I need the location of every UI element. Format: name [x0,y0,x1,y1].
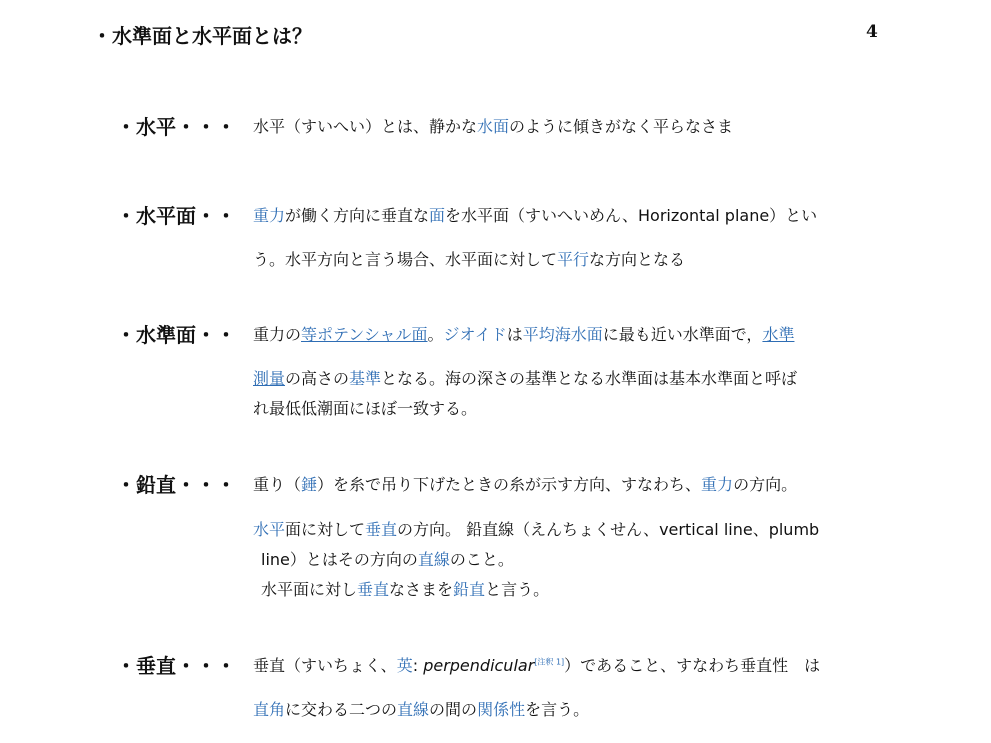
link-suijun[interactable]: 水準 [762,325,795,344]
link-juryoku[interactable]: 重力 [253,206,286,225]
text: 水平面に対し [261,580,358,599]
link-men[interactable]: 面 [429,206,446,225]
text: の高さの [285,369,350,388]
text: 水平（すいへい）とは、静かな [253,117,478,136]
link-chokkaku[interactable]: 直角 [253,700,286,719]
text: が働く方向に垂直な [285,206,430,225]
suiheimen-line-1 [253,203,817,226]
link-heiko[interactable]: 平行 [557,250,590,269]
text: ）であること、すなわち垂直性 は [564,656,821,675]
page-title: ・水準面と水平面とは？ [92,24,312,48]
link-suichoku-2[interactable]: 垂直 [357,580,390,599]
enchoku-line-2 [253,517,819,540]
text: を水平面（すいへいめん、Horizontal plane）とい [445,206,818,225]
suichoku-line-2 [253,697,589,720]
link-sokuryo[interactable]: 測量 [253,369,286,388]
page-number: 4 [866,22,878,42]
text: を言う。 [525,700,590,719]
enchoku-line-1 [253,472,797,495]
text: う。水平方向と言う場合、水平面に対して [253,250,558,269]
link-suimen[interactable]: 水面 [477,117,510,136]
link-enchoku[interactable]: 鉛直 [453,580,486,599]
text: な方向となる [589,250,686,269]
link-ei[interactable]: 英 [396,656,413,675]
text: 。 [427,325,444,344]
text: は [506,325,523,344]
link-suihei[interactable]: 水平 [253,520,286,539]
text: のこと。 [449,550,514,569]
text: となる。海の深さの基準となる水準面は基本水準面と呼ば [381,369,798,388]
enchoku-line-4 [261,577,549,600]
suiheimen-line-2 [253,247,685,270]
text: : [412,656,424,675]
suijunmen-line-2 [253,366,797,389]
text: と言う。 [485,580,550,599]
link-geoid[interactable]: ジオイド [443,325,507,344]
text: なさまを [389,580,454,599]
text: ）を糸で吊り下げたときの糸が示す方向、すなわち、 [317,475,702,494]
term-suihei: ・水平・・・ [116,115,236,139]
link-chokusen[interactable]: 直線 [417,550,450,569]
link-equipotential[interactable]: 等ポテンシャル面 [301,325,428,344]
link-tsumu[interactable]: 錘 [301,475,318,494]
suihei-line-1 [253,114,733,137]
text: のように傾きがなく平らなさま [509,117,734,136]
text: 面に対して [285,520,366,539]
text: の間の [429,700,478,719]
link-mean-sea-level[interactable]: 平均海水面 [522,325,603,344]
link-juryoku-2[interactable]: 重力 [701,475,734,494]
suichoku-line-1 [253,653,820,676]
suijunmen-line-3: れ最低低潮面にほぼ一致する。 [253,399,478,418]
text: line）とはその方向の [261,550,418,569]
term-enchoku: ・鉛直・・・ [116,473,236,497]
footnote-link[interactable]: [注釈 1] [534,657,565,667]
term-suiheimen: ・水平面・・ [116,204,236,228]
text: に交わる二つの [285,700,398,719]
link-suichoku[interactable]: 垂直 [365,520,398,539]
text: 垂直（すいちょく、 [253,656,397,675]
text: に最も近い水準面で， [602,325,763,344]
link-chokusen-2[interactable]: 直線 [397,700,430,719]
term-suijunmen: ・水準面・・ [116,323,236,347]
text: 重力の [253,325,302,344]
enchoku-line-3 [261,547,514,570]
perpendicular-term: perpendicular [423,656,535,675]
text: の方向。 [733,475,798,494]
link-kijun[interactable]: 基準 [349,369,382,388]
link-kankeisei[interactable]: 関係性 [477,700,526,719]
suijunmen-line-1 [253,322,794,345]
text: 重り（ [253,475,302,494]
text: の方向。 鉛直線（えんちょくせん、vertical line、plumb [397,520,820,539]
term-suichoku: ・垂直・・・ [116,654,236,678]
